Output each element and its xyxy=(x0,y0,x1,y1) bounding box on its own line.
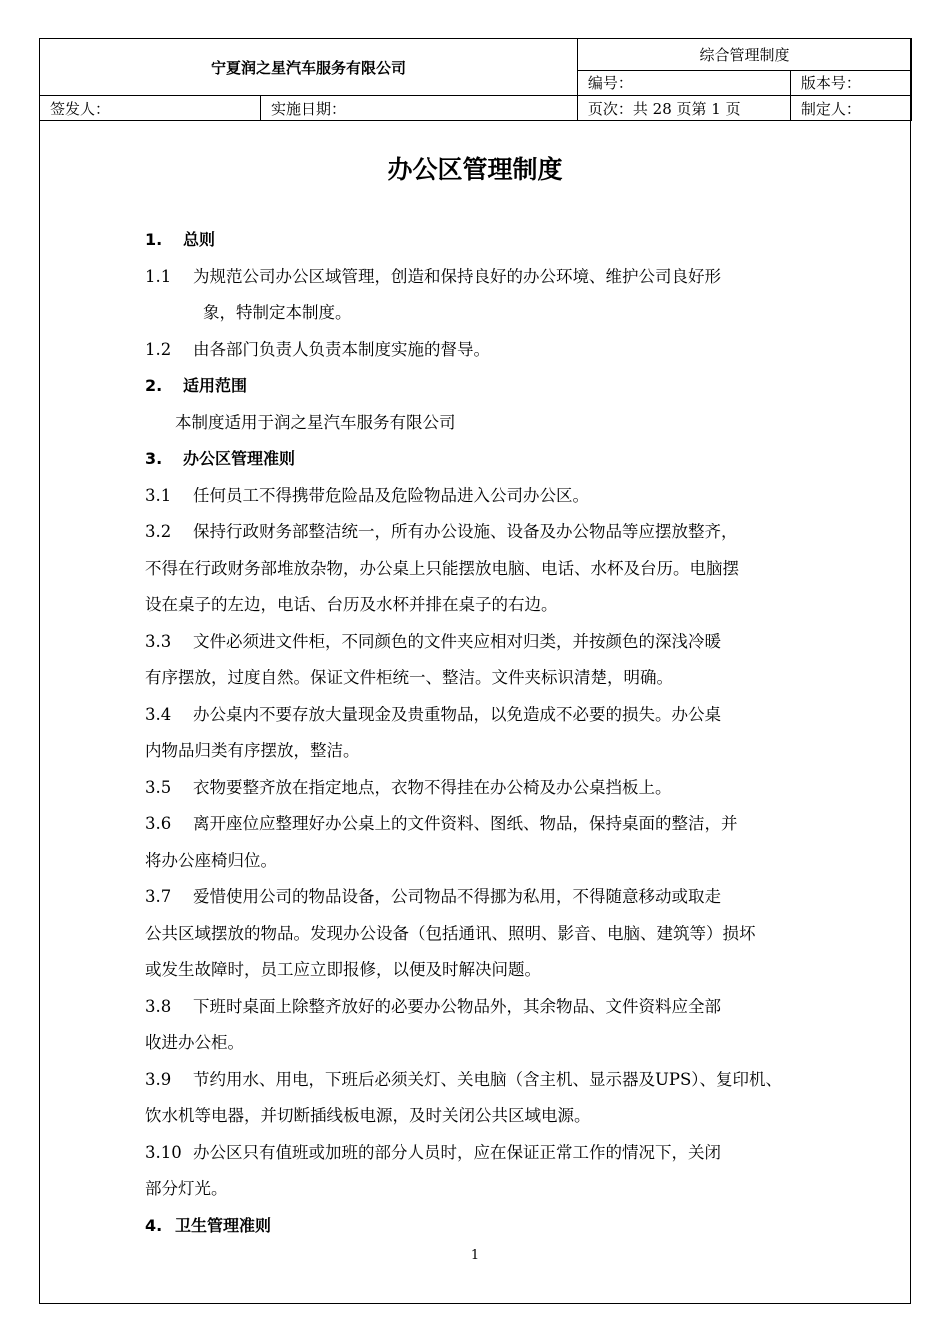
page-number: 1 xyxy=(470,1248,480,1263)
document-header-table xyxy=(39,38,912,121)
clause-3-7-cont: 公共区域摆放的物品。发现办公设备（包括通讯、照明、影音、电脑、建筑等）损坏 xyxy=(145,923,756,943)
effective-date-label: 实施日期： xyxy=(261,96,578,121)
clause-3-2-cont: 不得在行政财务部堆放杂物，办公桌上只能摆放电脑、电话、水杯及台历。电脑摆 xyxy=(145,558,739,578)
clause-3-9: 3.9 节约用水、用电，下班后必须关灯、关电脑（含主机、显示器及UPS）、复印机、 xyxy=(145,1069,783,1089)
document-number-label: 编号： xyxy=(577,70,790,95)
clause-3-4: 3.4 办公桌内不要存放大量现金及贵重物品，以免造成不必要的损失。办公桌 xyxy=(145,704,721,724)
clause-3-8: 3.8 下班时桌面上除整齐放好的必要办公物品外，其余物品、文件资料应全部 xyxy=(145,996,721,1016)
section-heading-3: 3. 办公区管理准则 xyxy=(145,449,296,468)
system-name: 综合管理制度 xyxy=(577,39,911,71)
clause-1-1: 1.1 为规范公司办公区域管理，创造和保持良好的办公环境、维护公司良好形 xyxy=(145,266,721,286)
clause-3-6-cont: 将办公座椅归位。 xyxy=(145,850,277,870)
section-heading-2: 2. 适用范围 xyxy=(145,376,248,395)
clause-3-8-cont: 收进办公柜。 xyxy=(145,1033,244,1052)
signer-label: 签发人： xyxy=(40,96,261,121)
clause-3-10: 3.10 办公区只有值班或加班的部分人员时，应在保证正常工作的情况下，关闭 xyxy=(145,1142,721,1162)
clause-3-7: 3.7 爱惜使用公司的物品设备，公司物品不得挪为私用，不得随意移动或取走 xyxy=(145,887,721,906)
clause-1-2: 1.2 由各部门负责人负责本制度实施的督导。 xyxy=(145,339,490,359)
clause-1-1-cont: 象，特制定本制度。 xyxy=(203,303,352,322)
section-heading-1: 1. 总则 xyxy=(145,230,216,249)
document-title: 办公区管理制度 xyxy=(387,155,563,184)
document-body xyxy=(145,222,835,1244)
clause-3-7-cont: 或发生故障时，员工应立即报修，以便及时解决问题。 xyxy=(145,960,541,979)
scope-text: 本制度适用于润之星汽车服务有限公司 xyxy=(175,412,456,432)
company-name: 宁夏润之星汽车服务有限公司 xyxy=(40,39,578,96)
clause-3-3: 3.3 文件必须进文件柜，不同颜色的文件夹应相对归类，并按颜色的深浅冷暖 xyxy=(145,631,721,651)
section-heading-4: 4. 卫生管理准则 xyxy=(145,1215,272,1235)
author-label: 制定人： xyxy=(790,96,911,121)
clause-3-5: 3.5 衣物要整齐放在指定地点，衣物不得挂在办公椅及办公桌挡板上。 xyxy=(145,777,672,797)
version-label: 版本号： xyxy=(790,70,911,95)
clause-3-2: 3.2 保持行政财务部整洁统一，所有办公设施、设备及办公物品等应摆放整齐， xyxy=(145,522,738,541)
clause-3-1: 3.1 任何员工不得携带危险品及危险物品进入公司办公区。 xyxy=(145,485,589,505)
clause-3-4-cont: 内物品归类有序摆放，整洁。 xyxy=(145,741,360,760)
clause-3-2-cont: 设在桌子的左边，电话、台历及水杯并排在桌子的右边。 xyxy=(145,595,558,614)
clause-3-3-cont: 有序摆放，过度自然。保证文件柜统一、整洁。文件夹标识清楚，明确。 xyxy=(145,668,673,687)
clause-3-6: 3.6 离开座位应整理好办公桌上的文件资料、图纸、物品，保持桌面的整洁，并 xyxy=(145,814,738,833)
clause-3-9-cont: 饮水机等电器，并切断插线板电源，及时关闭公共区域电源。 xyxy=(145,1106,591,1125)
clause-3-10-cont: 部分灯光。 xyxy=(145,1179,228,1198)
page-info: 页次：共 28 页第 1 页 xyxy=(577,96,790,121)
